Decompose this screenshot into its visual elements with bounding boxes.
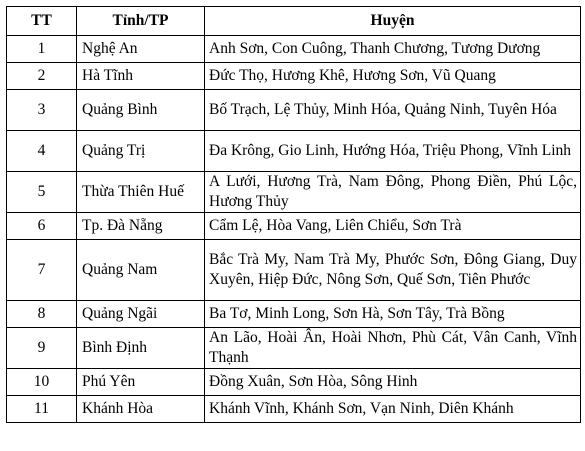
- row-districts: Cẩm Lệ, Hòa Vang, Liên Chiểu, Sơn Trà: [205, 213, 581, 240]
- table-row: [7, 240, 581, 301]
- table-row: [7, 131, 581, 172]
- row-province: Khánh Hòa: [77, 396, 205, 423]
- header-row: [7, 7, 581, 36]
- row-number: 11: [7, 396, 77, 423]
- row-province: Bình Định: [77, 328, 205, 369]
- table-row: [7, 213, 581, 240]
- row-province: Quảng Trị: [77, 131, 205, 172]
- table-row: [7, 90, 581, 131]
- row-province: Hà Tĩnh: [77, 63, 205, 90]
- row-number: 4: [7, 131, 77, 172]
- row-number: 2: [7, 63, 77, 90]
- row-districts: Ba Tơ, Minh Long, Sơn Hà, Sơn Tây, Trà Bồng: [205, 301, 581, 328]
- row-districts: A Lưới, Hương Trà, Nam Đông, Phong Điền, Phú Lộc, Hương Thủy: [205, 172, 581, 213]
- row-districts: Đức Thọ, Hương Khê, Hương Sơn, Vũ Quang: [205, 63, 581, 90]
- header-tt: TT: [7, 7, 77, 36]
- row-districts: Khánh Vĩnh, Khánh Sơn, Vạn Ninh, Diên Khánh: [205, 396, 581, 423]
- row-number: 3: [7, 90, 77, 131]
- header-province: Tỉnh/TP: [77, 7, 205, 36]
- row-number: 6: [7, 213, 77, 240]
- row-number: 8: [7, 301, 77, 328]
- header-districts: Huyện: [205, 7, 581, 36]
- row-districts: Đa Krông, Gio Linh, Hướng Hóa, Triệu Phong, Vĩnh Linh: [205, 131, 581, 172]
- row-number: 1: [7, 36, 77, 63]
- row-number: 9: [7, 328, 77, 369]
- row-districts: Anh Sơn, Con Cuông, Thanh Chương, Tương Dương: [205, 36, 581, 63]
- row-province: Thừa Thiên Huế: [77, 172, 205, 213]
- row-province: Quảng Bình: [77, 90, 205, 131]
- table-row: [7, 396, 581, 423]
- row-districts: An Lão, Hoài Ân, Hoài Nhơn, Phù Cát, Vân Canh, Vĩnh Thạnh: [205, 328, 581, 369]
- table-row: [7, 63, 581, 90]
- row-number: 10: [7, 369, 77, 396]
- table-row: [7, 328, 581, 369]
- row-province: Phú Yên: [77, 369, 205, 396]
- row-province: Quảng Ngãi: [77, 301, 205, 328]
- row-districts: Bố Trạch, Lệ Thủy, Minh Hóa, Quảng Ninh, Tuyên Hóa: [205, 90, 581, 131]
- row-province: Quảng Nam: [77, 240, 205, 301]
- row-districts: Bắc Trà My, Nam Trà My, Phước Sơn, Đông Giang, Duy Xuyên, Hiệp Đức, Nông Sơn, Quế Sơn, Tiên Phước: [205, 240, 581, 301]
- row-province: Tp. Đà Nẵng: [77, 213, 205, 240]
- table-row: [7, 36, 581, 63]
- table-row: [7, 172, 581, 213]
- row-number: 7: [7, 240, 77, 301]
- row-province: Nghệ An: [77, 36, 205, 63]
- row-districts: Đồng Xuân, Sơn Hòa, Sông Hinh: [205, 369, 581, 396]
- table-row: [7, 301, 581, 328]
- row-number: 5: [7, 172, 77, 213]
- table-row: [7, 369, 581, 396]
- districts-table: [6, 6, 581, 423]
